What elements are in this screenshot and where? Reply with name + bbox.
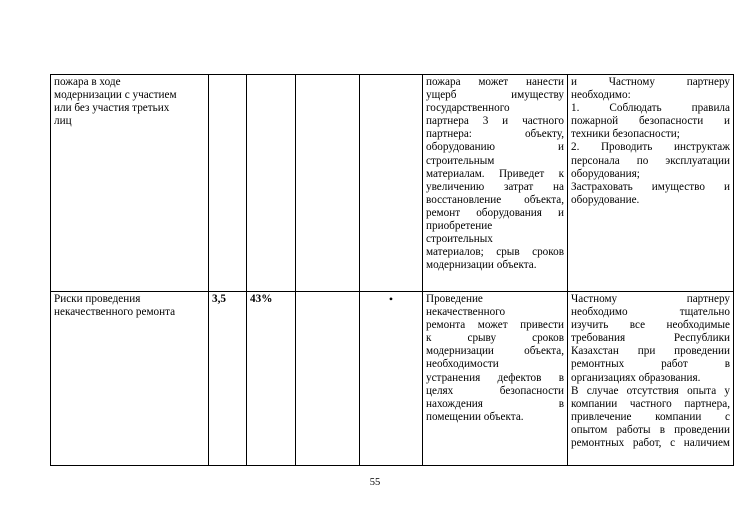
- text-line: 2. Проводить инструктаж: [571, 141, 730, 154]
- text-line: материалов; срыв сроков: [426, 246, 564, 259]
- text-line: устранения дефектов в: [426, 371, 564, 384]
- table-row: [51, 292, 734, 466]
- text-line: персонала по эксплуатации: [571, 154, 730, 167]
- bullet-mark: •: [360, 292, 423, 466]
- measures-cell: [568, 292, 734, 466]
- text-line: пожара может нанести: [426, 76, 564, 88]
- risk-name-cell: [51, 75, 209, 292]
- text-line: некачественного: [426, 306, 506, 319]
- text-line: партнера 3 и частного: [426, 115, 564, 128]
- text-line: Проведение: [426, 293, 483, 305]
- text-line: пожара в ходе: [54, 76, 121, 88]
- text-line: лиц: [54, 115, 72, 128]
- text-line: и Частному партнеру: [571, 76, 730, 88]
- empty-cell: [296, 292, 360, 466]
- text-line: ремонта может привести: [426, 319, 564, 332]
- text-line: партнера: объекту,: [426, 128, 564, 141]
- text-line: приобретение: [426, 220, 493, 233]
- text-line: некачественного ремонта: [54, 306, 176, 319]
- score-cell: 3,5: [209, 292, 247, 466]
- percent-cell: 43%: [247, 292, 296, 466]
- text-line: 1. Соблюдать правила: [571, 102, 730, 115]
- measures-cell: [568, 75, 734, 292]
- text-line: помещении объекта.: [426, 410, 524, 423]
- text-line: ущерб имуществу: [426, 89, 564, 102]
- text-line: оборудование.: [571, 193, 640, 206]
- text-line: необходимости: [426, 358, 499, 371]
- text-line: техники безопасности;: [571, 128, 680, 141]
- text-line: оборудования;: [571, 167, 640, 180]
- text-line: строительным: [426, 154, 495, 167]
- text-line: к срыву сроков: [426, 332, 564, 345]
- text-line: модернизации объекта.: [426, 259, 537, 272]
- text-line: Частному партнеру: [571, 293, 730, 305]
- text-line: государственного: [426, 102, 510, 115]
- text-line: целях безопасности: [426, 384, 564, 397]
- text-line: компании частного партнера,: [571, 397, 730, 410]
- score-cell: [209, 75, 247, 292]
- text-line: увеличению затрат на: [426, 180, 564, 193]
- text-line: необходимо:: [571, 89, 631, 102]
- consequence-cell: [423, 292, 568, 466]
- text-line: изучить все необходимые: [571, 319, 730, 332]
- text-line: Застраховать имущество и: [571, 180, 730, 193]
- table-row: [51, 75, 734, 292]
- empty-cell: [296, 75, 360, 292]
- text-line: нахождения в: [426, 397, 564, 410]
- text-line: В случае отсутствия опыта у: [571, 384, 730, 397]
- text-line: строительных: [426, 233, 493, 246]
- text-line: Риски проведения: [54, 293, 141, 305]
- text-line: ремонтных работ в: [571, 358, 730, 371]
- text-line: или без участия третьих: [54, 102, 170, 115]
- text-line: ремонт оборудования и: [426, 206, 564, 219]
- text-line: ремонтных работ, с наличием: [571, 437, 730, 450]
- risk-name-cell: [51, 292, 209, 466]
- consequence-cell: [423, 75, 568, 292]
- mark-cell: [360, 75, 423, 292]
- text-line: модернизации с участием: [54, 89, 177, 102]
- text-line: необходимо тщательно: [571, 306, 730, 319]
- percent-cell: [247, 75, 296, 292]
- text-line: привлечение компании с: [571, 410, 730, 423]
- text-line: организациях образования.: [571, 371, 701, 384]
- text-line: оборудованию и: [426, 141, 564, 154]
- text-line: пожарной безопасности и: [571, 115, 730, 128]
- page-number: 55: [369, 477, 381, 488]
- text-line: требования Республики: [571, 332, 730, 345]
- text-line: модернизации объекта,: [426, 345, 564, 358]
- risk-table: [50, 74, 734, 466]
- text-line: опытом работы в проведении: [571, 423, 730, 436]
- text-line: Казахстан при проведении: [571, 345, 730, 358]
- text-line: материалам. Приведет к: [426, 167, 564, 180]
- text-line: восстановление объекта,: [426, 193, 564, 206]
